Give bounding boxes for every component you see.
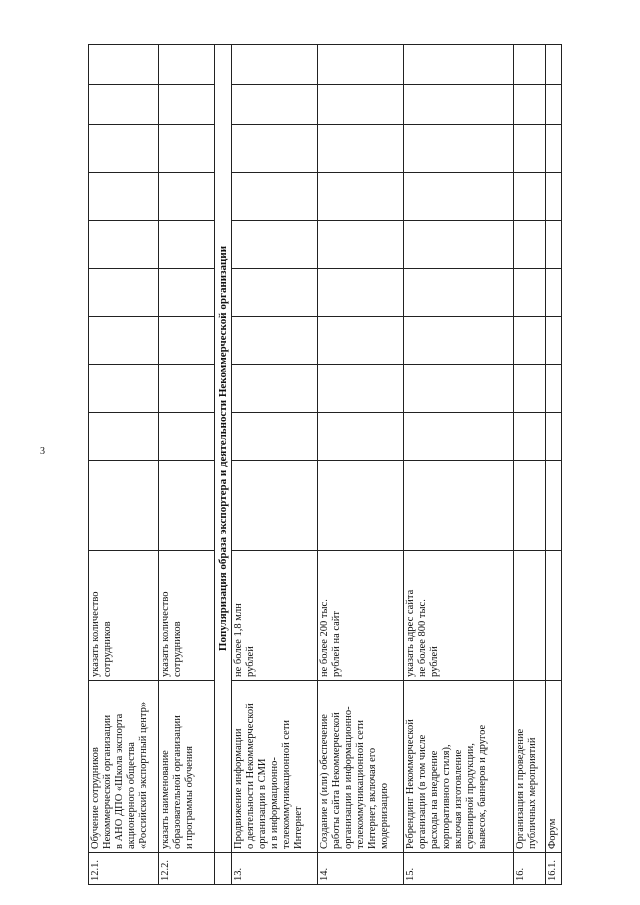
note-text: указать адрес сайта	[405, 589, 416, 677]
empty-cell	[514, 365, 546, 413]
empty-cell	[514, 461, 546, 551]
empty-cell	[546, 551, 562, 681]
empty-cell	[232, 413, 318, 461]
limit-cell: не более 200 тыс. рублей на сайт	[318, 551, 404, 681]
empty-cell	[89, 45, 159, 85]
empty-cell	[89, 317, 159, 365]
empty-cell	[318, 45, 404, 85]
empty-cell	[159, 85, 215, 125]
limit-cell: не более 1,8 млн рублей	[232, 551, 318, 681]
empty-cell	[318, 413, 404, 461]
empty-cell	[159, 173, 215, 221]
table-row	[89, 45, 159, 885]
limit-text: не более 800 тыс. рублей	[417, 599, 440, 677]
empty-cell	[318, 365, 404, 413]
empty-cell	[546, 45, 562, 85]
empty-cell	[89, 85, 159, 125]
empty-cell	[514, 45, 546, 85]
empty-cell	[232, 317, 318, 365]
expense-name-cell: указать наименование образовательной организации и программы обучения	[159, 681, 215, 853]
limit-cell	[89, 461, 159, 551]
empty-cell	[546, 269, 562, 317]
empty-cell	[514, 85, 546, 125]
empty-cell	[159, 413, 215, 461]
table-row	[546, 45, 562, 885]
empty-cell	[232, 45, 318, 85]
empty-cell	[514, 221, 546, 269]
expense-name-cell: Организация и проведение публичных мероприятий	[514, 681, 546, 853]
expenses-table	[88, 44, 562, 885]
empty-cell	[546, 413, 562, 461]
row-number: 12.2.	[159, 853, 215, 885]
empty-cell	[318, 85, 404, 125]
empty-cell	[546, 461, 562, 551]
empty-cell	[404, 45, 514, 85]
empty-cell	[232, 365, 318, 413]
empty-cell	[159, 45, 215, 85]
empty-cell	[159, 365, 215, 413]
section-title: Популяризация образа экспортера и деятельности Некоммерческой организации	[215, 45, 232, 853]
expense-name-cell: Обучение сотрудников Некоммерческой организации в АНО ДПО «Школа экспорта акционерного общества «Российский экспортный центр»	[89, 681, 159, 853]
empty-cell	[159, 221, 215, 269]
empty-cell	[546, 173, 562, 221]
row-number: 13.	[232, 853, 318, 885]
section-header-row	[215, 45, 232, 885]
empty-cell	[89, 221, 159, 269]
empty-cell	[404, 125, 514, 173]
empty-cell	[159, 269, 215, 317]
table-row	[232, 45, 318, 885]
expense-name-cell: Создание и (или) обеспечение работы сайта Некоммерческой организации в информационно- телекоммуникационной сети Интернет, включая его модернизацию	[318, 681, 404, 853]
empty-cell	[404, 317, 514, 365]
empty-cell	[232, 173, 318, 221]
empty-cell	[159, 317, 215, 365]
empty-cell	[546, 317, 562, 365]
empty-cell	[318, 125, 404, 173]
empty-cell	[159, 125, 215, 173]
empty-cell	[89, 269, 159, 317]
empty-cell	[404, 85, 514, 125]
note-and-limit-cell	[404, 551, 514, 681]
page-number: 3	[40, 446, 45, 457]
empty-cell	[89, 125, 159, 173]
row-number: 16.	[514, 853, 546, 885]
empty-cell	[404, 413, 514, 461]
empty-cell	[514, 269, 546, 317]
row-number: 14.	[318, 853, 404, 885]
note-cell: указать количество сотрудников	[89, 551, 159, 681]
table-row	[318, 45, 404, 885]
row-number: 15.	[404, 853, 514, 885]
empty-cell	[514, 173, 546, 221]
empty-cell	[514, 413, 546, 461]
table-row	[514, 45, 546, 885]
expense-name-cell: Продвижение информации о деятельности Некоммерческой организации в СМИ и в информационно- телекоммуникационной сети Интернет	[232, 681, 318, 853]
empty-cell	[546, 85, 562, 125]
empty-cell	[232, 269, 318, 317]
empty-cell	[514, 317, 546, 365]
empty-cell	[546, 221, 562, 269]
note-cell: указать количество сотрудников	[159, 551, 215, 681]
empty-cell	[546, 365, 562, 413]
empty-cell	[89, 365, 159, 413]
expense-name-cell: Ребрендинг Некоммерческой организации (в том числе расходы на внедрение корпоративного стиля), включая изготовление сувенирной продукции, вывесок, баннеров и другое	[404, 681, 514, 853]
empty-cell	[89, 173, 159, 221]
rotated-table-sheet	[88, 85, 558, 885]
limit-cell	[159, 461, 215, 551]
empty-cell	[215, 853, 232, 885]
empty-cell	[232, 461, 318, 551]
empty-cell	[404, 173, 514, 221]
empty-cell	[232, 125, 318, 173]
empty-cell	[318, 461, 404, 551]
empty-cell	[404, 221, 514, 269]
table-row	[404, 45, 514, 885]
empty-cell	[89, 413, 159, 461]
empty-cell	[318, 317, 404, 365]
empty-cell	[232, 85, 318, 125]
empty-cell	[514, 125, 546, 173]
empty-cell	[232, 221, 318, 269]
empty-cell	[404, 365, 514, 413]
empty-cell	[546, 125, 562, 173]
empty-cell	[404, 461, 514, 551]
row-number: 16.1.	[546, 853, 562, 885]
expense-name-cell: Форум	[546, 681, 562, 853]
empty-cell	[318, 173, 404, 221]
empty-cell	[404, 269, 514, 317]
empty-cell	[318, 269, 404, 317]
table-row	[159, 45, 215, 885]
empty-cell	[514, 551, 546, 681]
empty-cell	[318, 221, 404, 269]
row-number: 12.1.	[89, 853, 159, 885]
